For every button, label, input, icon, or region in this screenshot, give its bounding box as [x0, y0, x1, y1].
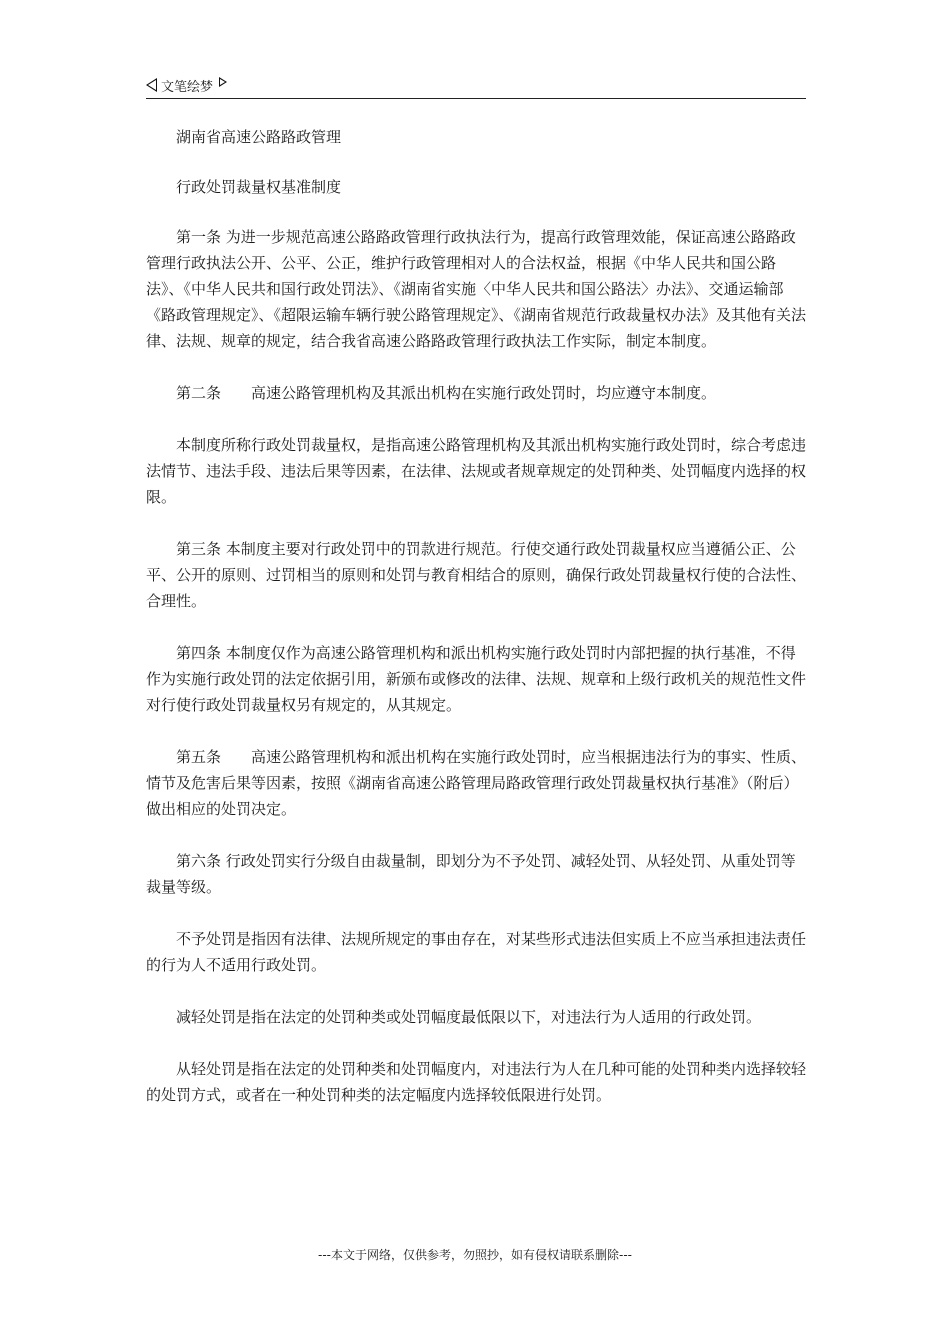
triangle-right-icon: [219, 77, 227, 87]
mitigated-penalty-paragraph: 减轻处罚是指在法定的处罚种类或处罚幅度最低限以下，对违法行为人适用的行政处罚。: [176, 1008, 762, 1026]
no-penalty-paragraph: 不予处罚是指因有法律、法规所规定的事由存在，对某些形式违法但实质上不应当承担违法责任的行为人不适用行政处罚。: [146, 930, 807, 974]
definition-paragraph: 本制度所称行政处罚裁量权，是指高速公路管理机构及其派出机构实施行政处罚时，综合考虑违法情节、违法手段、违法后果等因素，在法律、法规或者规章规定的处罚种类、处罚幅度内选择的权限。: [146, 436, 807, 506]
article-3-paragraph: 第三条 本制度主要对行政处罚中的罚款进行规范。行使交通行政处罚裁量权应当遵循公正、公平、公开的原则、过罚相当的原则和处罚与教育相结合的原则，确保行政处罚裁量权行使的合法性、合理性。: [146, 540, 807, 610]
article-1-paragraph: 第一条 为进一步规范高速公路路政管理行政执法行为，提高行政管理效能，保证高速公路路政管理行政执法公开、公平、公正，维护行政管理相对人的合法权益，根据《中华人民共和国公路法》、《中华人民共和国行政处罚法》、《湖南省实施〈中华人民共和国公路法〉办法》、交通运输部《路政管理规定》、《超限运输车辆行驶公路管理规定》、《湖南省规范行政裁量权办法》及其他有关法律、法规、规章的规定，结合我省高速公路路政管理行政执法工作实际，制定本制度。: [146, 228, 807, 350]
footer-notice: ---本文于网络，仅供参考，勿照抄，如有侵权请联系删除---: [318, 1248, 632, 1262]
article-2-paragraph: 第二条 高速公路管理机构及其派出机构在实施行政处罚时，均应遵守本制度。: [176, 384, 717, 402]
header-brand: 文笔绘梦: [161, 79, 214, 95]
lighter-penalty-paragraph: 从轻处罚是指在法定的处罚种类和处罚幅度内，对违法行为人在几种可能的处罚种类内选择较轻的处罚方式，或者在一种处罚种类的法定幅度内选择较低限进行处罚。: [146, 1060, 807, 1104]
header-divider: [146, 98, 806, 99]
document-title-line-2: 行政处罚裁量权基准制度: [176, 178, 342, 196]
article-5-paragraph: 第五条 高速公路管理机构和派出机构在实施行政处罚时，应当根据违法行为的事实、性质、情节及危害后果等因素，按照《湖南省高速公路管理局路政管理行政处罚裁量权执行基准》（附后）做出相应的处罚决定。: [146, 748, 807, 818]
document-body: [146, 124, 808, 1134]
triangle-left-icon: [146, 78, 157, 92]
article-6-paragraph: 第六条 行政处罚实行分级自由裁量制，即划分为不予处罚、减轻处罚、从轻处罚、从重处罚等裁量等级。: [146, 852, 796, 896]
document-title-line-1: 湖南省高速公路路政管理: [176, 128, 342, 146]
article-4-paragraph: 第四条 本制度仅作为高速公路管理机构和派出机构实施行政处罚时内部把握的执行基准，不得作为实施行政处罚的法定依据引用，新颁布或修改的法律、法规、规章和上级行政机关的规范性文件对行使行政处罚裁量权另有规定的，从其规定。: [146, 644, 807, 714]
page-header: [146, 74, 806, 96]
